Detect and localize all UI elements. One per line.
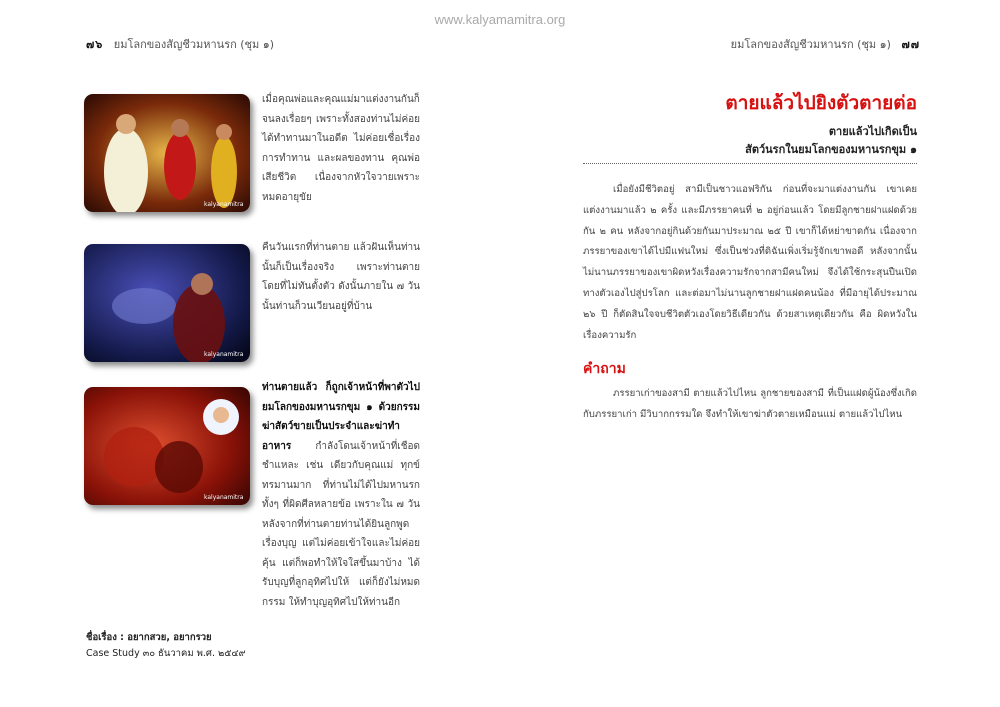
question-text: ภรรยาเก่าของสามี ตายแล้วไปไหน ลูกชายของสามี ที่เป็นแฝดผู้น้องซึ่งเกิดกับภรรยาเก่า มีวิบากกรรมใด จึงทำให้เขาฆ่าตัวตายเหมือนแม่ ตายแล้วไปไหน	[583, 388, 917, 420]
left-page-header	[86, 35, 274, 53]
story-name: ชื่อเรื่อง : อยากสวย, อยากรวย	[86, 632, 212, 643]
dotted-divider	[583, 163, 917, 164]
story-title: ตายแล้วไปยิงตัวตายต่อ	[725, 92, 917, 114]
right-page-header	[731, 35, 920, 53]
case-study: Case Study ๓๐ ธันวาคม พ.ศ. ๒๕๔๙	[86, 648, 246, 659]
subtitle-line-2: สัตว์นรกในยมโลกของมหานรกขุม ๑	[745, 143, 917, 156]
image-logo: kalyanamitra	[204, 494, 244, 501]
story-body: เมื่อยังมีชีวิตอยู่ สามีเป็นชาวแอฟริกัน ก่อนที่จะมาแต่งงานกัน เขาเคยแต่งงานมาแล้ว ๒ ครั้ง และมีภรรยาคนที่ ๒ อยู่ก่อนแล้ว โดยมีลูกชายฝาแฝดด้วยกัน ๒ คน หลังจากอยู่กินด้วยกันมาประมาณ ๒๕ ปี เขาก็ได้หย่าขาดกัน เนื่องจากภรรยาของเขาได้ไปมีแฟนใหม่ ซึ่งเป็นช่วงที่ดิฉันเพิ่งเริ่มรู้จักเขาพอดี หลังจากนั้นไม่นานภรรยาของเขาผิดหวังเรื่องความรักจากสามีคนใหม่ จึงได้ใช้กระสุนปืนเปิดทางตัวเองไปสู่ปรโลก และต่อมาไม่นานลูกชายฝาแฝดคนน้อง ที่มีอายุได้ประมาณ ๒๖ ปี ก็ตัดสินใจจบชีวิตตัวเองโดยวิธีเดียวกัน ด้วยสาเหตุเดียวกัน คือ ผิดหวังในเรื่องความรัก	[583, 184, 917, 341]
right-running-title: ยมโลกของสัญชีวมหานรก (ชุม ๑)	[730, 38, 891, 51]
subtitle-line-1: ตายแล้วไปเกิดเป็น	[828, 125, 917, 138]
image-logo: kalyanamitra	[204, 201, 244, 208]
paragraph-3-bold: ท่านตายแล้ว ก็ถูกเจ้าหน้าที่พาตัวไปยมโลกของมหานรกขุม ๑ ด้วยกรรมฆ่าสัตว์ขายเป็นประจำและฆ่าทำอาหาร	[262, 382, 420, 452]
illustration-parents	[84, 94, 250, 212]
illustration-hell	[84, 387, 250, 505]
image-logo: kalyanamitra	[204, 351, 244, 358]
right-page-number: ๗๗	[901, 38, 920, 51]
illustration-dream	[84, 244, 250, 362]
paragraph-2: คืนวันแรกที่ท่านตาย แล้วฝันเห็นท่าน นั้นก็เป็นเรื่องจริง เพราะท่านตายโดยที่ไม่ทันตั้งตัว ดังนั้นภายใน ๗ วันนั้นท่านก็วนเวียนอยู่ที่บ้าน	[262, 242, 420, 312]
paragraph-3	[262, 378, 420, 612]
paragraph-3-body: กำลังโดนเจ้าหน้าที่เชือด ชำแหละ เช่น เดียวกับคุณแม่ ทุกข์ทรมานมาก ที่ท่านไม่ได้ไปมหานรกทั้งๆ ที่ผิดศีลหลายข้อ เพราะใน ๗ วัน หลังจากที่ท่านตายท่านได้ยินลูกพูดเรื่องบุญ แต่ไม่ค่อยเข้าใจและไม่ค่อยคุ้น แต่ก็พอทำให้ใจใสขึ้นมาบ้าง ได้รับบุญที่ลูกอุทิศไปให้ แต่ก็ยังไม่หมดกรรม ให้ทำบุญอุทิศไปให้ท่านอีก	[262, 440, 420, 608]
question-heading: คำถาม	[583, 361, 626, 377]
left-page-number: ๗๖	[86, 38, 104, 51]
site-url: www.kalyamamitra.org	[434, 12, 566, 27]
paragraph-1: เมื่อคุณพ่อและคุณแม่มาแต่งงานกันก็จนลงเรื่อยๆ เพราะทั้งสองท่านไม่ค่อยได้ทำทานมาในอดีต ไม่ค่อยเชื่อเรื่องการทำทาน และผลของทาน คุณพ่อเสียชีวิต เนื่องจากหัวใจวายเพราะหมดอายุขัย	[262, 94, 420, 203]
left-running-title: ยมโลกของสัญชีวมหานรก (ชุม ๑)	[113, 38, 275, 51]
